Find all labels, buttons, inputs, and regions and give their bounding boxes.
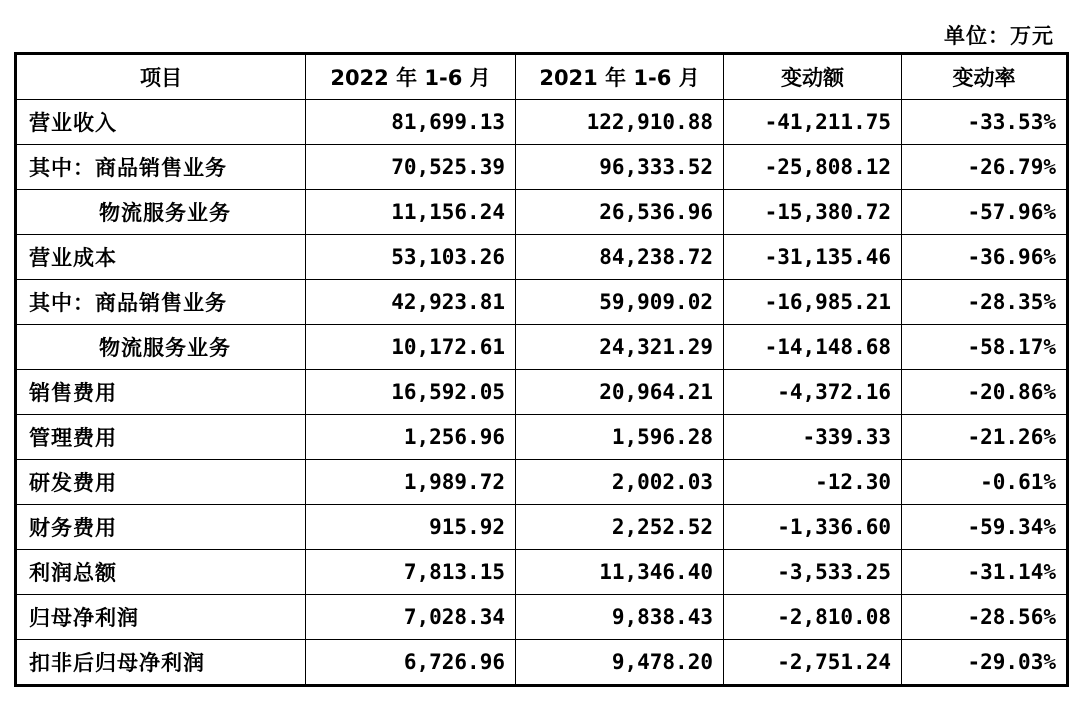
table-row (16, 550, 1068, 595)
value-change-rate: -33.53% (902, 100, 1068, 145)
value-2021-h1: 2,252.52 (516, 505, 724, 550)
value-2022-h1: 6,726.96 (306, 640, 516, 686)
financial-table (14, 52, 1069, 687)
value-2021-h1: 24,321.29 (516, 325, 724, 370)
value-change-rate: -28.35% (902, 280, 1068, 325)
value-2022-h1: 1,256.96 (306, 415, 516, 460)
row-label: 营业收入 (16, 100, 306, 145)
table-row (16, 145, 1068, 190)
table-body (16, 100, 1068, 686)
value-2022-h1: 915.92 (306, 505, 516, 550)
table-row (16, 640, 1068, 686)
row-label: 财务费用 (16, 505, 306, 550)
value-change-amount: -12.30 (724, 460, 902, 505)
value-change-amount: -3,533.25 (724, 550, 902, 595)
row-label: 物流服务业务 (16, 190, 306, 235)
value-2021-h1: 9,838.43 (516, 595, 724, 640)
value-2021-h1: 2,002.03 (516, 460, 724, 505)
row-label: 销售费用 (16, 370, 306, 415)
value-change-rate: -26.79% (902, 145, 1068, 190)
value-2022-h1: 70,525.39 (306, 145, 516, 190)
value-2021-h1: 11,346.40 (516, 550, 724, 595)
value-change-amount: -2,810.08 (724, 595, 902, 640)
value-change-rate: -59.34% (902, 505, 1068, 550)
value-2021-h1: 9,478.20 (516, 640, 724, 686)
value-2021-h1: 26,536.96 (516, 190, 724, 235)
table-header-row (16, 54, 1068, 100)
table-row (16, 460, 1068, 505)
table-row (16, 325, 1068, 370)
value-change-amount: -16,985.21 (724, 280, 902, 325)
value-change-rate: -36.96% (902, 235, 1068, 280)
value-change-amount: -2,751.24 (724, 640, 902, 686)
table-row (16, 190, 1068, 235)
header-item: 项目 (16, 54, 306, 100)
value-2022-h1: 81,699.13 (306, 100, 516, 145)
value-change-amount: -31,135.46 (724, 235, 902, 280)
row-label: 其中：商品销售业务 (16, 145, 306, 190)
row-label: 利润总额 (16, 550, 306, 595)
unit-label: 单位：万元 (944, 24, 1054, 48)
value-2022-h1: 53,103.26 (306, 235, 516, 280)
value-change-rate: -0.61% (902, 460, 1068, 505)
value-change-rate: -57.96% (902, 190, 1068, 235)
row-label: 营业成本 (16, 235, 306, 280)
table-row (16, 235, 1068, 280)
value-2022-h1: 7,028.34 (306, 595, 516, 640)
row-label: 其中：商品销售业务 (16, 280, 306, 325)
table-row (16, 100, 1068, 145)
value-change-amount: -339.33 (724, 415, 902, 460)
table-row (16, 370, 1068, 415)
value-2022-h1: 16,592.05 (306, 370, 516, 415)
row-label: 管理费用 (16, 415, 306, 460)
header-change-amount: 变动额 (724, 54, 902, 100)
table-row (16, 280, 1068, 325)
value-2022-h1: 7,813.15 (306, 550, 516, 595)
value-2022-h1: 42,923.81 (306, 280, 516, 325)
value-2021-h1: 20,964.21 (516, 370, 724, 415)
row-label: 研发费用 (16, 460, 306, 505)
value-2022-h1: 1,989.72 (306, 460, 516, 505)
value-change-amount: -15,380.72 (724, 190, 902, 235)
value-2021-h1: 59,909.02 (516, 280, 724, 325)
value-change-amount: -14,148.68 (724, 325, 902, 370)
value-change-amount: -41,211.75 (724, 100, 902, 145)
value-change-amount: -25,808.12 (724, 145, 902, 190)
value-change-amount: -4,372.16 (724, 370, 902, 415)
header-2021-h1: 2021 年 1-6 月 (516, 54, 724, 100)
value-change-rate: -20.86% (902, 370, 1068, 415)
value-change-rate: -28.56% (902, 595, 1068, 640)
header-change-rate: 变动率 (902, 54, 1068, 100)
value-2021-h1: 96,333.52 (516, 145, 724, 190)
value-2021-h1: 84,238.72 (516, 235, 724, 280)
value-change-amount: -1,336.60 (724, 505, 902, 550)
table-row (16, 595, 1068, 640)
value-2022-h1: 10,172.61 (306, 325, 516, 370)
value-2021-h1: 122,910.88 (516, 100, 724, 145)
row-label: 物流服务业务 (16, 325, 306, 370)
value-change-rate: -21.26% (902, 415, 1068, 460)
table-row (16, 505, 1068, 550)
value-2022-h1: 11,156.24 (306, 190, 516, 235)
value-change-rate: -29.03% (902, 640, 1068, 686)
row-label: 归母净利润 (16, 595, 306, 640)
value-change-rate: -58.17% (902, 325, 1068, 370)
header-2022-h1: 2022 年 1-6 月 (306, 54, 516, 100)
value-change-rate: -31.14% (902, 550, 1068, 595)
row-label: 扣非后归母净利润 (16, 640, 306, 686)
table-row (16, 415, 1068, 460)
value-2021-h1: 1,596.28 (516, 415, 724, 460)
